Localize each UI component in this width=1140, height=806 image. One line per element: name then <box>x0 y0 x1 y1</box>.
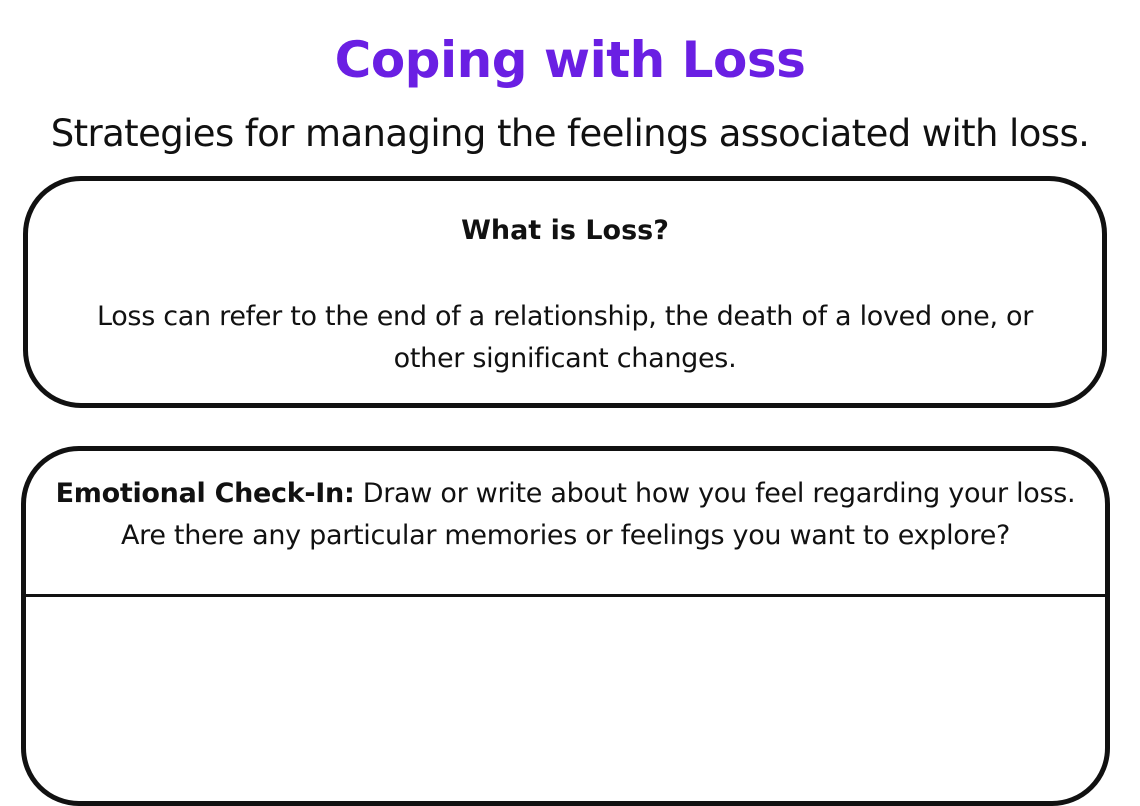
page-subtitle: Strategies for managing the feelings associated with loss. <box>50 112 1090 155</box>
emotional-checkin-card <box>21 446 1110 806</box>
what-is-loss-card <box>23 176 1107 408</box>
emotional-checkin-response-area[interactable] <box>26 597 1105 801</box>
emotional-checkin-label: Emotional Check-In: <box>55 478 355 509</box>
page-title: Coping with Loss <box>334 31 806 89</box>
what-is-loss-description: Loss can refer to the end of a relationship, the death of a loved one, or other significant changes. <box>96 301 1034 374</box>
emotional-checkin-prompt <box>36 473 1095 557</box>
emotional-checkin-instructions: Draw or write about how you feel regarding your loss. Are there any particular memories or feelings you want to explore? <box>120 478 1076 551</box>
what-is-loss-heading: What is Loss? <box>461 215 669 246</box>
